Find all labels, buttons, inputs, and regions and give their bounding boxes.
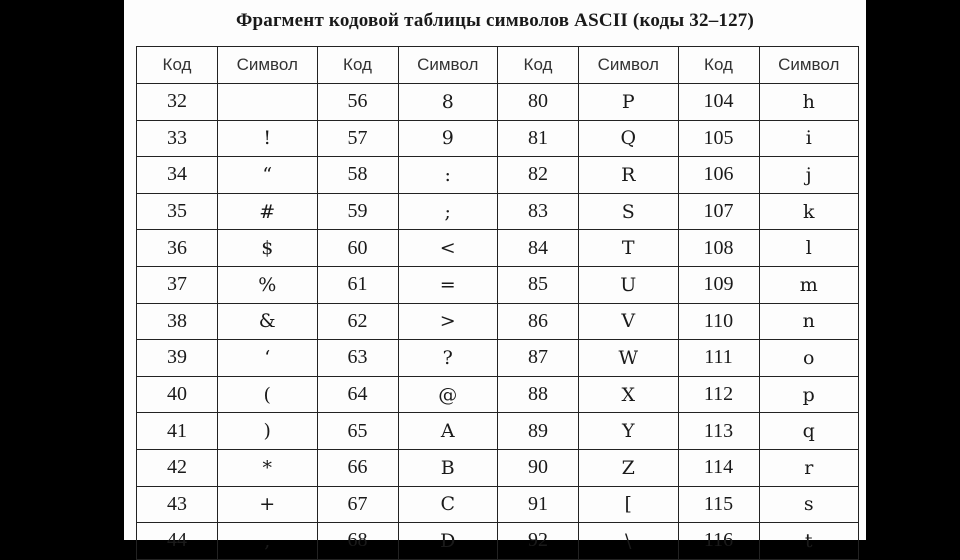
code-cell: 38 — [137, 303, 218, 340]
ascii-table-page — [124, 0, 866, 552]
table-row — [137, 486, 859, 523]
code-cell: 83 — [498, 193, 579, 230]
code-cell: 33 — [137, 120, 218, 157]
code-cell: 35 — [137, 193, 218, 230]
code-cell: 113 — [678, 413, 759, 450]
code-cell: 115 — [678, 486, 759, 523]
code-cell: 59 — [317, 193, 398, 230]
symbol-cell: C — [398, 486, 498, 523]
symbol-cell: + — [218, 486, 318, 523]
header-symbol: Символ — [579, 47, 679, 84]
symbol-cell: ; — [398, 193, 498, 230]
symbol-cell: > — [398, 303, 498, 340]
header-symbol: Символ — [398, 47, 498, 84]
ascii-code-table — [136, 46, 859, 560]
code-cell: 82 — [498, 157, 579, 194]
code-cell: 84 — [498, 230, 579, 267]
table-row — [137, 193, 859, 230]
code-cell: 67 — [317, 486, 398, 523]
symbol-cell: ‘ — [218, 340, 318, 377]
symbol-cell: j — [759, 157, 859, 194]
symbol-cell: * — [218, 449, 318, 486]
code-cell: 65 — [317, 413, 398, 450]
code-cell: 57 — [317, 120, 398, 157]
code-cell: 114 — [678, 449, 759, 486]
table-row — [137, 449, 859, 486]
table-body — [137, 84, 859, 560]
symbol-cell: ) — [218, 413, 318, 450]
symbol-cell: , — [218, 523, 318, 560]
symbol-cell: Z — [579, 449, 679, 486]
code-cell: 61 — [317, 266, 398, 303]
table-row — [137, 157, 859, 194]
table-row — [137, 230, 859, 267]
symbol-cell: X — [579, 376, 679, 413]
symbol-cell: T — [579, 230, 679, 267]
code-cell: 92 — [498, 523, 579, 560]
code-cell: 107 — [678, 193, 759, 230]
symbol-cell: l — [759, 230, 859, 267]
symbol-cell: p — [759, 376, 859, 413]
symbol-cell: P — [579, 84, 679, 121]
code-cell: 34 — [137, 157, 218, 194]
table-row — [137, 84, 859, 121]
symbol-cell: i — [759, 120, 859, 157]
code-cell: 105 — [678, 120, 759, 157]
code-cell: 112 — [678, 376, 759, 413]
code-cell: 32 — [137, 84, 218, 121]
code-cell: 63 — [317, 340, 398, 377]
symbol-cell: t — [759, 523, 859, 560]
table-row — [137, 266, 859, 303]
symbol-cell: ! — [218, 120, 318, 157]
table-row — [137, 376, 859, 413]
symbol-cell: : — [398, 157, 498, 194]
symbol-cell: U — [579, 266, 679, 303]
symbol-cell: < — [398, 230, 498, 267]
code-cell: 58 — [317, 157, 398, 194]
header-symbol: Символ — [759, 47, 859, 84]
symbol-cell: B — [398, 449, 498, 486]
symbol-cell: o — [759, 340, 859, 377]
symbol-cell: @ — [398, 376, 498, 413]
code-cell: 43 — [137, 486, 218, 523]
symbol-cell: r — [759, 449, 859, 486]
symbol-cell: ? — [398, 340, 498, 377]
symbol-cell: k — [759, 193, 859, 230]
code-cell: 109 — [678, 266, 759, 303]
table-row — [137, 413, 859, 450]
code-cell: 88 — [498, 376, 579, 413]
symbol-cell: Q — [579, 120, 679, 157]
symbol-cell: [ — [579, 486, 679, 523]
page-title: Фрагмент кодовой таблицы символов ASCII (коды 32–127) — [235, 10, 755, 31]
code-cell: 116 — [678, 523, 759, 560]
symbol-cell: D — [398, 523, 498, 560]
code-cell: 40 — [137, 376, 218, 413]
code-cell: 39 — [137, 340, 218, 377]
symbol-cell: “ — [218, 157, 318, 194]
code-cell: 80 — [498, 84, 579, 121]
header-symbol: Символ — [218, 47, 318, 84]
symbol-cell: h — [759, 84, 859, 121]
symbol-cell: q — [759, 413, 859, 450]
code-cell: 104 — [678, 84, 759, 121]
code-cell: 37 — [137, 266, 218, 303]
code-cell: 111 — [678, 340, 759, 377]
code-cell: 68 — [317, 523, 398, 560]
code-cell: 60 — [317, 230, 398, 267]
table-row — [137, 340, 859, 377]
code-cell: 66 — [317, 449, 398, 486]
symbol-cell: # — [218, 193, 318, 230]
table-header-row — [137, 47, 859, 84]
symbol-cell: s — [759, 486, 859, 523]
code-cell: 42 — [137, 449, 218, 486]
symbol-cell: m — [759, 266, 859, 303]
table-row — [137, 120, 859, 157]
symbol-cell — [218, 84, 318, 121]
symbol-cell: V — [579, 303, 679, 340]
code-cell: 86 — [498, 303, 579, 340]
symbol-cell: % — [218, 266, 318, 303]
code-cell: 87 — [498, 340, 579, 377]
symbol-cell: & — [218, 303, 318, 340]
symbol-cell: n — [759, 303, 859, 340]
header-code: Код — [498, 47, 579, 84]
symbol-cell: 9 — [398, 120, 498, 157]
code-cell: 36 — [137, 230, 218, 267]
symbol-cell: $ — [218, 230, 318, 267]
table-row — [137, 523, 859, 560]
code-cell: 85 — [498, 266, 579, 303]
symbol-cell: = — [398, 266, 498, 303]
code-cell: 64 — [317, 376, 398, 413]
symbol-cell: Y — [579, 413, 679, 450]
code-cell: 91 — [498, 486, 579, 523]
symbol-cell: A — [398, 413, 498, 450]
header-code: Код — [317, 47, 398, 84]
code-cell: 106 — [678, 157, 759, 194]
code-cell: 62 — [317, 303, 398, 340]
symbol-cell: R — [579, 157, 679, 194]
code-cell: 56 — [317, 84, 398, 121]
symbol-cell: S — [579, 193, 679, 230]
code-cell: 81 — [498, 120, 579, 157]
symbol-cell: ( — [218, 376, 318, 413]
table-row — [137, 303, 859, 340]
header-code: Код — [137, 47, 218, 84]
code-cell: 108 — [678, 230, 759, 267]
code-cell: 89 — [498, 413, 579, 450]
header-code: Код — [678, 47, 759, 84]
symbol-cell: W — [579, 340, 679, 377]
code-cell: 44 — [137, 523, 218, 560]
symbol-cell: 8 — [398, 84, 498, 121]
code-cell: 110 — [678, 303, 759, 340]
code-cell: 41 — [137, 413, 218, 450]
symbol-cell: \ — [579, 523, 679, 560]
code-cell: 90 — [498, 449, 579, 486]
